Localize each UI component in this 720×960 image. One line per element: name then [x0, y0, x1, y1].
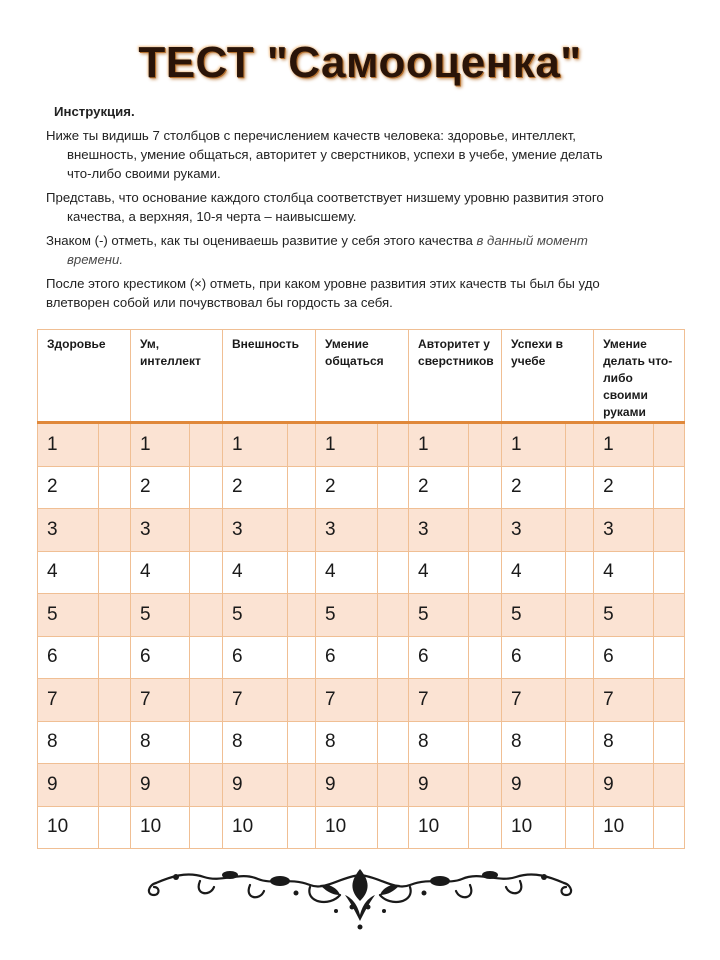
mark-cell[interactable] [654, 636, 685, 679]
table-row [38, 594, 685, 637]
instruction-line: что-либо своими руками. [67, 166, 221, 181]
level-number-cell: 7 [316, 679, 378, 722]
mark-cell[interactable] [469, 636, 502, 679]
level-number-cell: 2 [223, 466, 288, 509]
mark-cell[interactable] [566, 509, 594, 552]
level-number-cell: 2 [409, 466, 469, 509]
mark-cell[interactable] [654, 721, 685, 764]
table-body [38, 423, 685, 849]
level-number-cell: 3 [131, 509, 190, 552]
instruction-italic: времени. [67, 252, 124, 267]
level-number-cell: 4 [223, 551, 288, 594]
mark-cell[interactable] [469, 509, 502, 552]
mark-cell[interactable] [99, 594, 131, 637]
mark-cell[interactable] [566, 636, 594, 679]
level-number-cell: 5 [38, 594, 99, 637]
mark-cell[interactable] [288, 551, 316, 594]
level-number-cell: 5 [131, 594, 190, 637]
column-header-study: Успехи в учебе [502, 330, 594, 423]
table-header-row [38, 330, 685, 423]
instruction-line: качества, а верхняя, 10-я черта – наивысшему. [67, 209, 357, 224]
instruction-paragraph-3 [46, 231, 686, 269]
table-row [38, 764, 685, 807]
mark-cell[interactable] [378, 594, 409, 637]
level-number-cell: 6 [316, 636, 378, 679]
mark-cell[interactable] [288, 764, 316, 807]
mark-cell[interactable] [654, 509, 685, 552]
mark-cell[interactable] [469, 466, 502, 509]
level-number-cell: 9 [38, 764, 99, 807]
column-header-intellect: Ум, интеллект [131, 330, 223, 423]
mark-cell[interactable] [190, 594, 223, 637]
mark-cell[interactable] [654, 551, 685, 594]
level-number-cell: 7 [223, 679, 288, 722]
instruction-text: Знаком (-) отметь, как ты оцениваешь развитие у себя этого качества [46, 233, 477, 248]
mark-cell[interactable] [288, 466, 316, 509]
level-number-cell: 10 [594, 806, 654, 849]
mark-cell[interactable] [190, 721, 223, 764]
mark-cell[interactable] [378, 466, 409, 509]
column-header-communication: Умение общаться [316, 330, 409, 423]
level-number-cell: 1 [223, 423, 288, 467]
level-number-cell: 8 [594, 721, 654, 764]
level-number-cell: 10 [223, 806, 288, 849]
mark-cell[interactable] [378, 764, 409, 807]
instruction-line: Ниже ты видишь 7 столбцов с перечислением качеств человека: здоровье, интеллект, [46, 128, 576, 143]
mark-cell[interactable] [99, 551, 131, 594]
level-number-cell: 10 [316, 806, 378, 849]
level-number-cell: 8 [131, 721, 190, 764]
level-number-cell: 5 [594, 594, 654, 637]
level-number-cell: 8 [409, 721, 469, 764]
level-number-cell: 1 [131, 423, 190, 467]
mark-cell[interactable] [190, 423, 223, 467]
level-number-cell: 8 [223, 721, 288, 764]
level-number-cell: 6 [38, 636, 99, 679]
mark-cell[interactable] [469, 806, 502, 849]
table-row [38, 466, 685, 509]
mark-cell[interactable] [99, 679, 131, 722]
level-number-cell: 7 [131, 679, 190, 722]
mark-cell[interactable] [469, 721, 502, 764]
instruction-line [46, 231, 686, 250]
level-number-cell: 2 [502, 466, 566, 509]
mark-cell[interactable] [469, 551, 502, 594]
mark-cell[interactable] [566, 551, 594, 594]
mark-cell[interactable] [566, 594, 594, 637]
level-number-cell: 3 [223, 509, 288, 552]
level-number-cell: 1 [38, 423, 99, 467]
table-row [38, 551, 685, 594]
level-number-cell: 3 [594, 509, 654, 552]
mark-cell[interactable] [99, 721, 131, 764]
level-number-cell: 1 [316, 423, 378, 467]
mark-cell[interactable] [654, 764, 685, 807]
level-number-cell: 9 [131, 764, 190, 807]
mark-cell[interactable] [378, 551, 409, 594]
mark-cell[interactable] [99, 764, 131, 807]
level-number-cell: 2 [594, 466, 654, 509]
level-number-cell: 9 [594, 764, 654, 807]
level-number-cell: 10 [131, 806, 190, 849]
level-number-cell: 1 [409, 423, 469, 467]
instruction-line: влетворен собой или почувствовал бы гордость за себя. [46, 295, 393, 310]
mark-cell[interactable] [288, 636, 316, 679]
mark-cell[interactable] [190, 466, 223, 509]
level-number-cell: 1 [594, 423, 654, 467]
level-number-cell: 10 [502, 806, 566, 849]
level-number-cell: 4 [38, 551, 99, 594]
level-number-cell: 6 [502, 636, 566, 679]
level-number-cell: 4 [594, 551, 654, 594]
mark-cell[interactable] [288, 679, 316, 722]
level-number-cell: 9 [409, 764, 469, 807]
mark-cell[interactable] [654, 466, 685, 509]
level-number-cell: 7 [594, 679, 654, 722]
level-number-cell: 4 [131, 551, 190, 594]
mark-cell[interactable] [288, 721, 316, 764]
level-number-cell: 10 [38, 806, 99, 849]
mark-cell[interactable] [190, 679, 223, 722]
level-number-cell: 6 [223, 636, 288, 679]
self-assessment-table [37, 329, 685, 849]
level-number-cell: 4 [409, 551, 469, 594]
level-number-cell: 6 [409, 636, 469, 679]
mark-cell[interactable] [378, 679, 409, 722]
level-number-cell: 3 [38, 509, 99, 552]
mark-cell[interactable] [469, 423, 502, 467]
table-row [38, 509, 685, 552]
mark-cell[interactable] [99, 509, 131, 552]
mark-cell[interactable] [566, 764, 594, 807]
level-number-cell: 2 [131, 466, 190, 509]
level-number-cell: 2 [38, 466, 99, 509]
level-number-cell: 1 [502, 423, 566, 467]
mark-cell[interactable] [288, 594, 316, 637]
page-title: ТЕСТ "Самооценка" [138, 38, 582, 87]
level-number-cell: 8 [316, 721, 378, 764]
level-number-cell: 7 [502, 679, 566, 722]
flourish-divider-ornament [140, 855, 580, 935]
mark-cell[interactable] [378, 636, 409, 679]
column-header-handiwork: Умение делать что-либо своими руками [594, 330, 685, 423]
level-number-cell: 5 [316, 594, 378, 637]
mark-cell[interactable] [566, 423, 594, 467]
table-row [38, 806, 685, 849]
mark-cell[interactable] [378, 721, 409, 764]
mark-cell[interactable] [378, 509, 409, 552]
instruction-line: внешность, умение общаться, авторитет у сверстников, успехи в учебе, умение делать [67, 147, 603, 162]
mark-cell[interactable] [190, 636, 223, 679]
level-number-cell: 5 [223, 594, 288, 637]
level-number-cell: 7 [38, 679, 99, 722]
mark-cell[interactable] [566, 466, 594, 509]
mark-cell[interactable] [190, 551, 223, 594]
mark-cell[interactable] [469, 764, 502, 807]
mark-cell[interactable] [469, 594, 502, 637]
instruction-line: Представь, что основание каждого столбца соответствует низшему уровню развития этого [46, 190, 604, 205]
mark-cell[interactable] [288, 509, 316, 552]
mark-cell[interactable] [99, 466, 131, 509]
mark-cell[interactable] [99, 806, 131, 849]
instruction-paragraph-2 [46, 188, 686, 226]
level-number-cell: 6 [131, 636, 190, 679]
level-number-cell: 3 [502, 509, 566, 552]
mark-cell[interactable] [288, 806, 316, 849]
level-number-cell: 8 [502, 721, 566, 764]
mark-cell[interactable] [654, 594, 685, 637]
mark-cell[interactable] [99, 423, 131, 467]
mark-cell[interactable] [566, 721, 594, 764]
level-number-cell: 5 [409, 594, 469, 637]
mark-cell[interactable] [99, 636, 131, 679]
mark-cell[interactable] [654, 806, 685, 849]
instruction-paragraph-1 [46, 126, 686, 183]
mark-cell[interactable] [654, 423, 685, 467]
table-row [38, 679, 685, 722]
level-number-cell: 6 [594, 636, 654, 679]
instruction-italic: в данный момент [476, 233, 588, 248]
mark-cell[interactable] [190, 509, 223, 552]
table-row [38, 636, 685, 679]
level-number-cell: 4 [316, 551, 378, 594]
table-row [38, 423, 685, 467]
mark-cell[interactable] [469, 679, 502, 722]
level-number-cell: 4 [502, 551, 566, 594]
level-number-cell: 7 [409, 679, 469, 722]
instruction-line: После этого крестиком (×) отметь, при каком уровне развития этих качеств ты был бы удо [46, 276, 600, 291]
level-number-cell: 2 [316, 466, 378, 509]
level-number-cell: 3 [409, 509, 469, 552]
level-number-cell: 5 [502, 594, 566, 637]
instructions [46, 102, 686, 317]
mark-cell[interactable] [566, 679, 594, 722]
level-number-cell: 8 [38, 721, 99, 764]
column-header-appearance: Внешность [223, 330, 316, 423]
level-number-cell: 9 [502, 764, 566, 807]
table-row [38, 721, 685, 764]
mark-cell[interactable] [190, 806, 223, 849]
mark-cell[interactable] [190, 764, 223, 807]
mark-cell[interactable] [566, 806, 594, 849]
level-number-cell: 9 [223, 764, 288, 807]
mark-cell[interactable] [654, 679, 685, 722]
column-header-health: Здоровье [38, 330, 131, 423]
level-number-cell: 9 [316, 764, 378, 807]
column-header-authority: Авторитет у сверстников [409, 330, 502, 423]
mark-cell[interactable] [378, 423, 409, 467]
instruction-paragraph-4 [46, 274, 686, 312]
mark-cell[interactable] [378, 806, 409, 849]
mark-cell[interactable] [288, 423, 316, 467]
level-number-cell: 3 [316, 509, 378, 552]
level-number-cell: 10 [409, 806, 469, 849]
instructions-heading: Инструкция. [54, 104, 135, 119]
